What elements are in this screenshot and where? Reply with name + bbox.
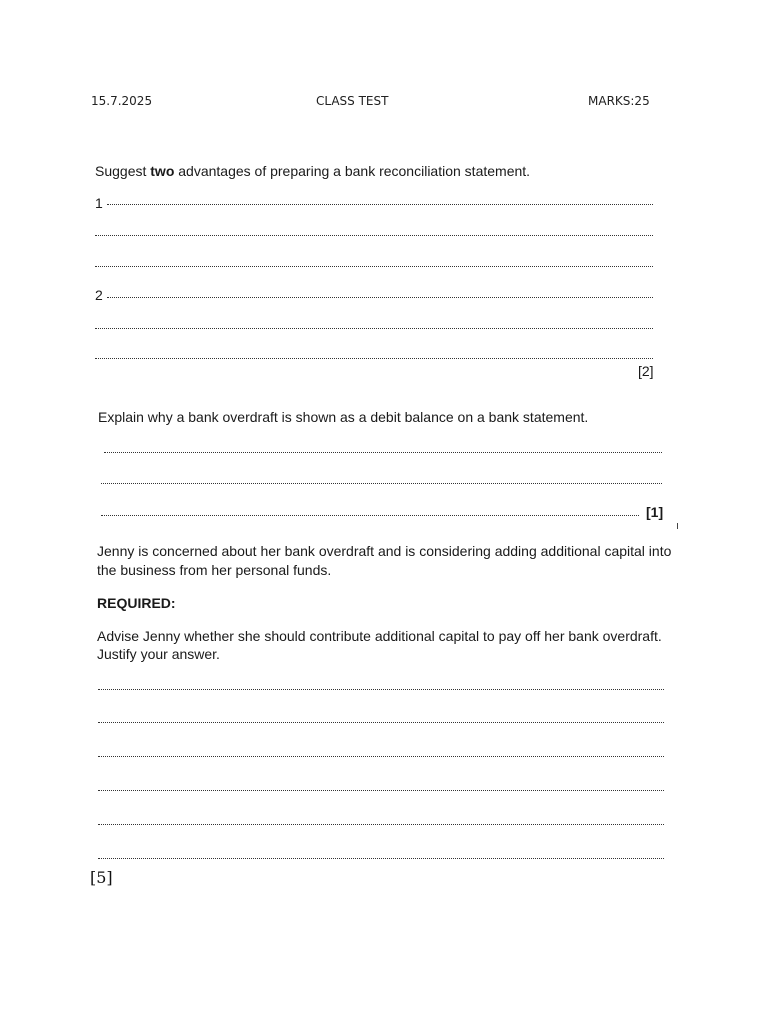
answer-line[interactable] [101, 515, 639, 516]
answer-line[interactable] [107, 204, 653, 205]
question-1-suffix: advantages of preparing a bank reconciliation statement. [174, 163, 531, 179]
answer-line[interactable] [98, 689, 664, 690]
answer-line[interactable] [95, 328, 653, 329]
required-heading: REQUIRED: [97, 595, 176, 611]
answer-2-number: 2 [95, 287, 103, 303]
total-marks: MARKS:25 [588, 94, 650, 108]
test-title: CLASS TEST [316, 94, 389, 108]
test-date: 15.7.2025 [91, 94, 153, 108]
answer-line[interactable] [98, 756, 664, 757]
question-1-emphasis: two [150, 163, 175, 179]
question-3-task-line-2: Justify your answer. [97, 646, 220, 662]
question-2-text: Explain why a bank overdraft is shown as a debit balance on a bank statement. [98, 409, 589, 425]
question-3-scenario-line-2: the business from her personal funds. [97, 562, 332, 578]
question-1-marks: [2] [638, 363, 654, 379]
question-3-scenario-line-1: Jenny is concerned about her bank overdraft and is considering adding additional capital into [97, 543, 672, 559]
answer-line[interactable] [95, 266, 653, 267]
stray-mark [677, 523, 678, 529]
answer-line[interactable] [98, 790, 664, 791]
answer-line[interactable] [95, 235, 653, 236]
answer-line[interactable] [107, 297, 653, 298]
answer-1-number: 1 [95, 195, 103, 211]
question-1-text [95, 163, 530, 179]
answer-line[interactable] [98, 858, 664, 859]
answer-line[interactable] [98, 722, 664, 723]
answer-line[interactable] [101, 483, 662, 484]
question-3-task-line-1: Advise Jenny whether she should contribute additional capital to pay off her bank overdraft. [97, 628, 662, 644]
question-1-prefix: Suggest [95, 163, 151, 179]
answer-line[interactable] [104, 452, 662, 453]
question-3-marks: [5] [90, 868, 113, 887]
question-2-marks: [1] [646, 504, 664, 520]
answer-line[interactable] [98, 824, 664, 825]
answer-line[interactable] [95, 358, 653, 359]
